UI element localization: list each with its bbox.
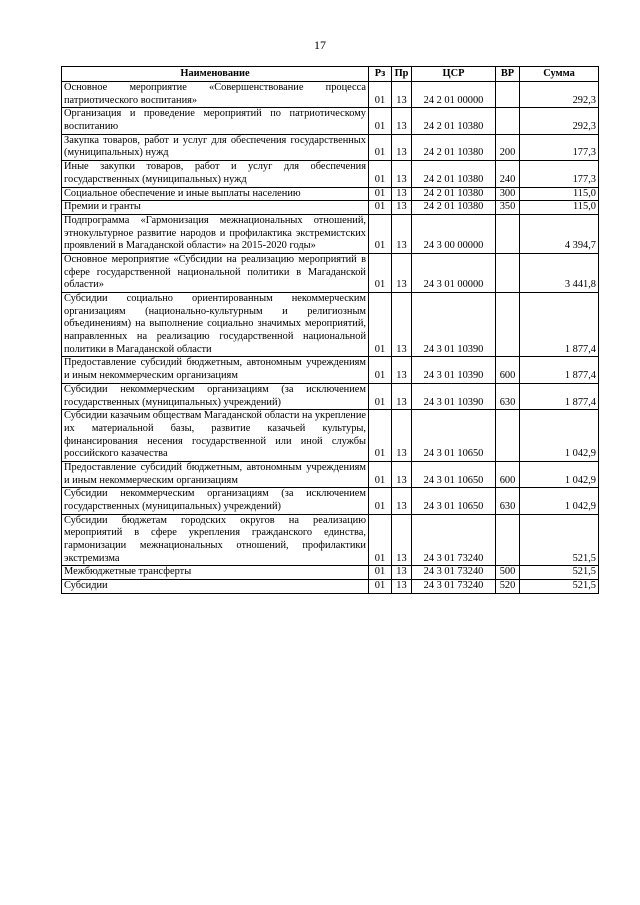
- cell-vr: 520: [496, 580, 520, 594]
- cell-rz: 01: [369, 82, 392, 108]
- cell-vr: 350: [496, 201, 520, 215]
- cell-rz: 01: [369, 580, 392, 594]
- cell-name: Основное мероприятие «Субсидии на реализацию мероприятий в сфере государственной национальной политики в Магаданской области»: [62, 253, 369, 292]
- cell-csr: 24 3 01 10390: [412, 293, 496, 357]
- cell-csr: 24 2 01 10380: [412, 134, 496, 160]
- header-name: Наименование: [62, 67, 369, 82]
- table-row: [62, 214, 599, 253]
- cell-sum: 521,5: [520, 566, 599, 580]
- cell-vr: 240: [496, 161, 520, 187]
- cell-rz: 01: [369, 514, 392, 566]
- cell-sum: 521,5: [520, 580, 599, 594]
- cell-vr: 300: [496, 187, 520, 201]
- cell-pr: 13: [392, 134, 412, 160]
- table-row: [62, 383, 599, 409]
- table-row: [62, 134, 599, 160]
- table-row: [62, 410, 599, 462]
- cell-vr: 600: [496, 357, 520, 383]
- cell-name: Предоставление субсидий бюджетным, автономным учреждениям и иным некоммерческим организациям: [62, 461, 369, 487]
- cell-rz: 01: [369, 488, 392, 514]
- cell-sum: 177,3: [520, 161, 599, 187]
- table-row: [62, 253, 599, 292]
- cell-csr: 24 3 01 73240: [412, 514, 496, 566]
- header-vr: ВР: [496, 67, 520, 82]
- cell-csr: 24 3 01 10650: [412, 410, 496, 462]
- table-body: [62, 82, 599, 594]
- cell-pr: 13: [392, 461, 412, 487]
- cell-sum: 1 042,9: [520, 410, 599, 462]
- cell-sum: 1 042,9: [520, 461, 599, 487]
- cell-name: Субсидии некоммерческим организациям (за исключением государственных (муниципальных) учреждений): [62, 488, 369, 514]
- cell-vr: 600: [496, 461, 520, 487]
- cell-csr: 24 2 01 10380: [412, 108, 496, 134]
- cell-sum: 292,3: [520, 82, 599, 108]
- cell-name: Организация и проведение мероприятий по патриотическому воспитанию: [62, 108, 369, 134]
- cell-name: Подпрограмма «Гармонизация межнациональных отношений, этнокультурное развитие народов и профилактика экстремистских проявлений в Магаданской области» на 2015-2020 годы»: [62, 214, 369, 253]
- page-number: 17: [314, 38, 326, 52]
- table-row: [62, 293, 599, 357]
- cell-csr: 24 3 01 73240: [412, 566, 496, 580]
- cell-name: Субсидии казачьим обществам Магаданской области на укрепление их материальной базы, развитие казачьей культуры, финансирования несения государственной или иной службы российского казачества: [62, 410, 369, 462]
- table-row: [62, 488, 599, 514]
- cell-sum: 1 877,4: [520, 293, 599, 357]
- cell-pr: 13: [392, 488, 412, 514]
- budget-table: [61, 66, 599, 594]
- table-row: [62, 82, 599, 108]
- cell-rz: 01: [369, 566, 392, 580]
- cell-pr: 13: [392, 383, 412, 409]
- header-csr: ЦСР: [412, 67, 496, 82]
- table-header-row: [62, 67, 599, 82]
- cell-name: Субсидии: [62, 580, 369, 594]
- cell-sum: 177,3: [520, 134, 599, 160]
- cell-vr: [496, 108, 520, 134]
- cell-sum: 115,0: [520, 187, 599, 201]
- cell-sum: 521,5: [520, 514, 599, 566]
- cell-vr: [496, 514, 520, 566]
- cell-vr: [496, 82, 520, 108]
- cell-sum: 292,3: [520, 108, 599, 134]
- cell-rz: 01: [369, 187, 392, 201]
- cell-name: Премии и гранты: [62, 201, 369, 215]
- cell-rz: 01: [369, 253, 392, 292]
- cell-sum: 1 042,9: [520, 488, 599, 514]
- header-rz: Рз: [369, 67, 392, 82]
- cell-vr: [496, 214, 520, 253]
- cell-name: Межбюджетные трансферты: [62, 566, 369, 580]
- cell-csr: 24 2 01 10380: [412, 187, 496, 201]
- table-row: [62, 357, 599, 383]
- table-row: [62, 108, 599, 134]
- cell-vr: 630: [496, 488, 520, 514]
- table-row: [62, 461, 599, 487]
- cell-pr: 13: [392, 201, 412, 215]
- cell-sum: 1 877,4: [520, 357, 599, 383]
- table-row: [62, 187, 599, 201]
- cell-pr: 13: [392, 161, 412, 187]
- cell-rz: 01: [369, 461, 392, 487]
- cell-csr: 24 3 01 10390: [412, 357, 496, 383]
- cell-pr: 13: [392, 566, 412, 580]
- cell-name: Субсидии некоммерческим организациям (за исключением государственных (муниципальных) учреждений): [62, 383, 369, 409]
- cell-name: Закупка товаров, работ и услуг для обеспечения государственных (муниципальных) нужд: [62, 134, 369, 160]
- cell-sum: 1 877,4: [520, 383, 599, 409]
- cell-csr: 24 2 01 00000: [412, 82, 496, 108]
- cell-sum: 4 394,7: [520, 214, 599, 253]
- cell-pr: 13: [392, 514, 412, 566]
- cell-csr: 24 3 00 00000: [412, 214, 496, 253]
- cell-rz: 01: [369, 134, 392, 160]
- cell-vr: [496, 293, 520, 357]
- cell-pr: 13: [392, 108, 412, 134]
- cell-rz: 01: [369, 357, 392, 383]
- cell-vr: 200: [496, 134, 520, 160]
- cell-rz: 01: [369, 201, 392, 215]
- cell-name: Субсидии социально ориентированным некоммерческим организациям (национально-культурным и религиозным объединениям) на выполнение социально значимых мероприятий, направленных на реализацию государственной национальной политики в Магаданской области: [62, 293, 369, 357]
- cell-vr: 630: [496, 383, 520, 409]
- cell-rz: 01: [369, 161, 392, 187]
- cell-name: Основное мероприятие «Совершенствование процесса патриотического воспитания»: [62, 82, 369, 108]
- cell-pr: 13: [392, 293, 412, 357]
- cell-vr: [496, 253, 520, 292]
- table-row: [62, 566, 599, 580]
- header-sum: Сумма: [520, 67, 599, 82]
- cell-rz: 01: [369, 108, 392, 134]
- cell-rz: 01: [369, 293, 392, 357]
- header-pr: Пр: [392, 67, 412, 82]
- cell-vr: 500: [496, 566, 520, 580]
- cell-pr: 13: [392, 253, 412, 292]
- cell-csr: 24 3 01 00000: [412, 253, 496, 292]
- cell-csr: 24 3 01 73240: [412, 580, 496, 594]
- cell-sum: 3 441,8: [520, 253, 599, 292]
- cell-sum: 115,0: [520, 201, 599, 215]
- cell-vr: [496, 410, 520, 462]
- cell-name: Субсидии бюджетам городских округов на реализацию мероприятий в сфере укрепления гражданского единства, гармонизации межнациональных отношений, профилактики экстремизма: [62, 514, 369, 566]
- cell-rz: 01: [369, 214, 392, 253]
- table-row: [62, 580, 599, 594]
- cell-csr: 24 3 01 10390: [412, 383, 496, 409]
- cell-rz: 01: [369, 383, 392, 409]
- table-row: [62, 514, 599, 566]
- cell-pr: 13: [392, 357, 412, 383]
- cell-csr: 24 2 01 10380: [412, 161, 496, 187]
- cell-name: Социальное обеспечение и иные выплаты населению: [62, 187, 369, 201]
- cell-csr: 24 2 01 10380: [412, 201, 496, 215]
- cell-csr: 24 3 01 10650: [412, 488, 496, 514]
- cell-rz: 01: [369, 410, 392, 462]
- cell-pr: 13: [392, 580, 412, 594]
- cell-csr: 24 3 01 10650: [412, 461, 496, 487]
- cell-pr: 13: [392, 82, 412, 108]
- table-row: [62, 161, 599, 187]
- cell-pr: 13: [392, 187, 412, 201]
- cell-name: Иные закупки товаров, работ и услуг для обеспечения государственных (муниципальных) нужд: [62, 161, 369, 187]
- cell-pr: 13: [392, 214, 412, 253]
- table-row: [62, 201, 599, 215]
- cell-pr: 13: [392, 410, 412, 462]
- cell-name: Предоставление субсидий бюджетным, автономным учреждениям и иным некоммерческим организациям: [62, 357, 369, 383]
